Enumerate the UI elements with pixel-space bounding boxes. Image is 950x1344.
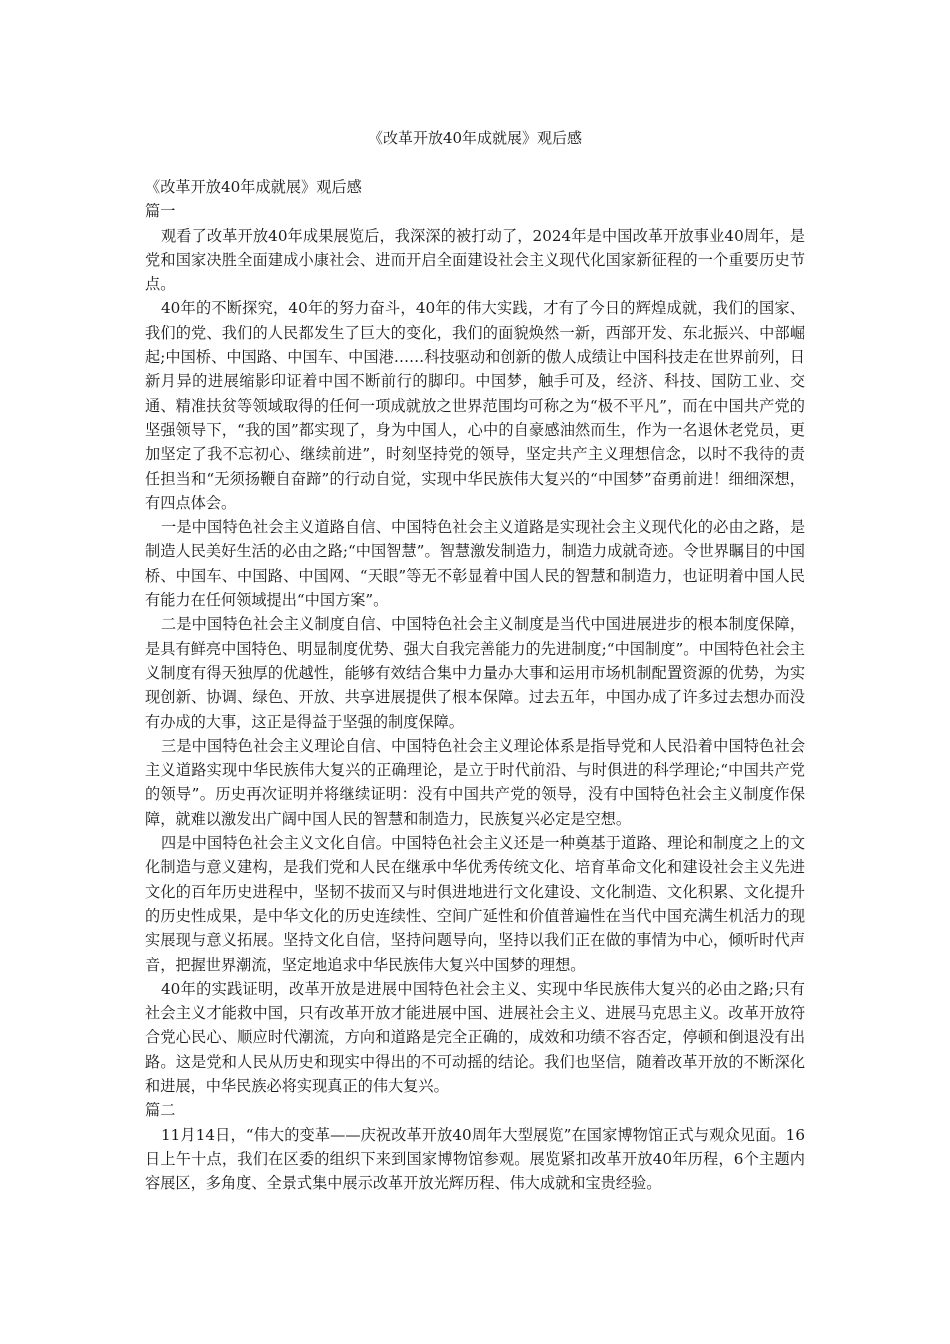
section-heading: 篇一: [145, 202, 176, 221]
document-body: [145, 175, 805, 1195]
paragraph: 三是中国特色社会主义理论自信、中国特色社会主义理论体系是指导党和人民沿着中国特色社会主义道路实现中华民族伟大复兴的正确理论，是立于时代前沿、与时俱进的科学理论;“中国共产党的领导”。历史再次证明并将继续证明：没有中国共产党的领导，没有中国特色社会主义制度作保障，就难以激发出广阔中国人民的智慧和制造力，民族复兴必定是空想。: [145, 736, 805, 828]
section-heading: 篇二: [145, 1101, 176, 1120]
paragraph: 一是中国特色社会主义道路自信、中国特色社会主义道路是实现社会主义现代化的必由之路，是制造人民美好生活的必由之路;“中国智慧”。智慧激发制造力，制造力成就奇迹。令世界瞩目的中国桥、中国车、中国路、中国网、“天眼”等无不彰显着中国人民的智慧和制造力，也证明着中国人民有能力在任何领域提出“中国方案”。: [145, 518, 805, 610]
paragraph: 二是中国特色社会主义制度自信、中国特色社会主义制度是当代中国进展进步的根本制度保障，是具有鲜亮中国特色、明显制度优势、强大自我完善能力的先进制度;“中国制度”。中国特色社会主义制度有得天独厚的优越性，能够有效结合集中力量办大事和运用市场机制配置资源的优势，为实现创新、协调、绿色、开放、共享进展提供了根本保障。过去五年，中国办成了许多过去想办而没有办成的大事，这正是得益于坚强的制度保障。: [145, 615, 805, 731]
document-subtitle: 《改革开放40年成就展》观后感: [145, 178, 362, 196]
paragraph: 40年的实践证明，改革开放是进展中国特色社会主义、实现中华民族伟大复兴的必由之路;只有社会主义才能救中国，只有改革开放才能进展中国、进展社会主义、进展马克思主义。改革开放符合党心民心、顺应时代潮流，方向和道路是完全正确的，成效和功绩不容否定，停顿和倒退没有出路。这是党和人民从历史和现实中得出的不可动摇的结论。我们也坚信，随着改革开放的不断深化和进展，中华民族必将实现真正的伟大复兴。: [145, 979, 805, 1095]
paragraph: 11月14日，“伟大的变革——庆祝改革开放40周年大型展览”在国家博物馆正式与观众见面。16日上午十点，我们在区委的组织下来到国家博物馆参观。展览紧扣改革开放40年历程，6个主题内容展区，多角度、全景式集中展示改革开放光辉历程、伟大成就和宝贵经验。: [145, 1125, 805, 1193]
paragraph: 观看了改革开放40年成果展览后，我深深的被打动了，2024年是中国改革开放事业40周年，是党和国家决胜全面建成小康社会、进而开启全面建设社会主义现代化国家新征程的一个重要历史节点。: [145, 226, 805, 294]
paragraph: 40年的不断探究，40年的努力奋斗，40年的伟大实践，才有了今日的辉煌成就，我们的国家、我们的党、我们的人民都发生了巨大的变化，我们的面貌焕然一新，西部开发、东北振兴、中部崛起;中国桥、中国路、中国车、中国港……科技驱动和创新的傲人成绩让中国科技走在世界前列，日新月异的进展缩影印证着中国不断前行的脚印。中国梦，触手可及，经济、科技、国防工业、交通、精准扶贫等领域取得的任何一项成就放之世界范围均可称之为“极不平凡”，而在中国共产党的坚强领导下，“我的国”都实现了，身为中国人，心中的自豪感油然而生，作为一名退休老党员，更加坚定了我不忘初心、继续前进”，时刻坚持党的领导，坚定共产主义理想信念，以时不我待的责任担当和“无须扬鞭自奋蹄”的行动自觉，实现中华民族伟大复兴的“中国梦”奋勇前进！细细深想，有四点体会。: [145, 299, 805, 512]
document-title: 《改革开放40年成就展》观后感: [367, 129, 583, 147]
paragraph: 四是中国特色社会主义文化自信。中国特色社会主义还是一种奠基于道路、理论和制度之上的文化制造与意义建构，是我们党和人民在继承中华优秀传统文化、培育革命文化和建设社会主义先进文化的百年历史进程中，坚韧不拔而又与时俱进地进行文化建设、文化制造、文化积累、文化提升的历史性成果，是中华文化的历史连续性、空间广延性和价值普遍性在当代中国充满生机活力的现实展现与意义拓展。坚持文化自信，坚持问题导向，坚持以我们正在做的事情为中心，倾听时代声音，把握世界潮流，坚定地追求中华民族伟大复兴中国梦的理想。: [145, 834, 805, 974]
